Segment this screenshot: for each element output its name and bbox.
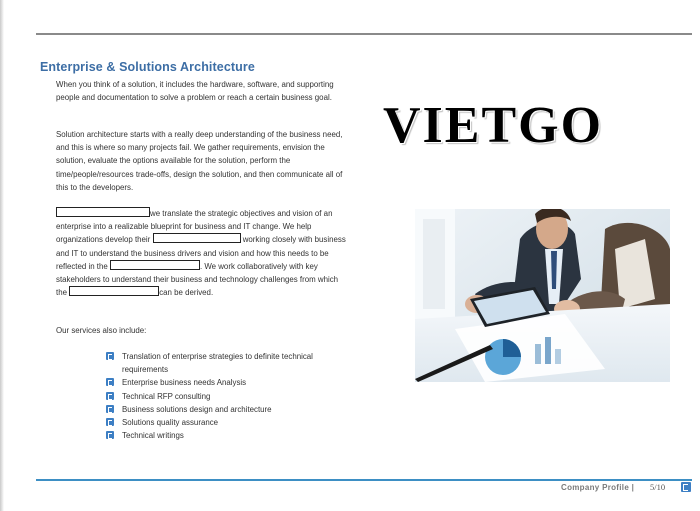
list-item-label: Technical writings [122,431,184,441]
header-divider [36,33,692,35]
footer-label: Company Profile | [561,483,635,492]
bracket-c-icon [106,405,114,413]
bracket-c-icon [106,392,114,400]
vietgo-logo: VIETGO [383,97,604,154]
paragraph-fragment: . We work collaboratively with key stakeholders to understand their business and technology challenges from which the [56,261,339,298]
paragraph-fragment: can be derived. [159,288,214,298]
section-heading: Enterprise & Solutions Architecture [40,60,255,74]
bracket-c-icon [106,418,114,426]
list-item [106,350,346,376]
redacted-blank [153,233,241,243]
redacted-blank [56,207,150,217]
list-item-label: Enterprise business needs Analysis [122,378,247,388]
paragraph-fragment: working closely with business and IT to understand the business drivers and vision and how this needs to be reflected in the [56,235,346,271]
bracket-c-icon [106,378,114,386]
solution-architecture-paragraph: Solution architecture starts with a really deep understanding of the business need, and this is where so many projects fail. We gather requirements, envision the solution, evaluate the options available for the solution, perform the time/people/resources trade-offs, design the solution, and then communicate all of this to the developers. [56,130,343,192]
list-item-label: Business solutions design and architecture [122,404,272,414]
services-intro: Our services also include: [56,326,147,335]
list-item [106,416,346,429]
list-item [106,376,346,389]
services-list [106,350,346,442]
list-item [106,429,346,442]
redacted-blank [110,260,200,270]
page-edge-shadow [0,0,4,511]
business-meeting-photo [415,209,670,382]
footer-divider [36,479,692,481]
list-item [106,403,346,416]
list-item-label: Technical RFP consulting [122,391,211,401]
redacted-blank [69,286,159,296]
bracket-c-icon [106,431,114,439]
list-item-label: Translation of enterprise strategies to definite technical requirements [122,352,313,375]
bracket-c-icon [681,482,691,492]
page-number: 5/10 [650,482,666,492]
paragraph-fragment: we translate the strategic objectives and vision of an enterprise into a realizable blueprint for business and IT change. We help organizations develop their [56,209,333,245]
list-item-label: Solutions quality assurance [122,418,219,428]
enterprise-architecture-paragraph [56,207,346,299]
list-item [106,390,346,403]
intro-paragraph: When you think of a solution, it includes the hardware, software, and supporting people and documentation to solve a problem or reach a certain business goal. [56,80,334,103]
bracket-c-icon [106,352,114,360]
